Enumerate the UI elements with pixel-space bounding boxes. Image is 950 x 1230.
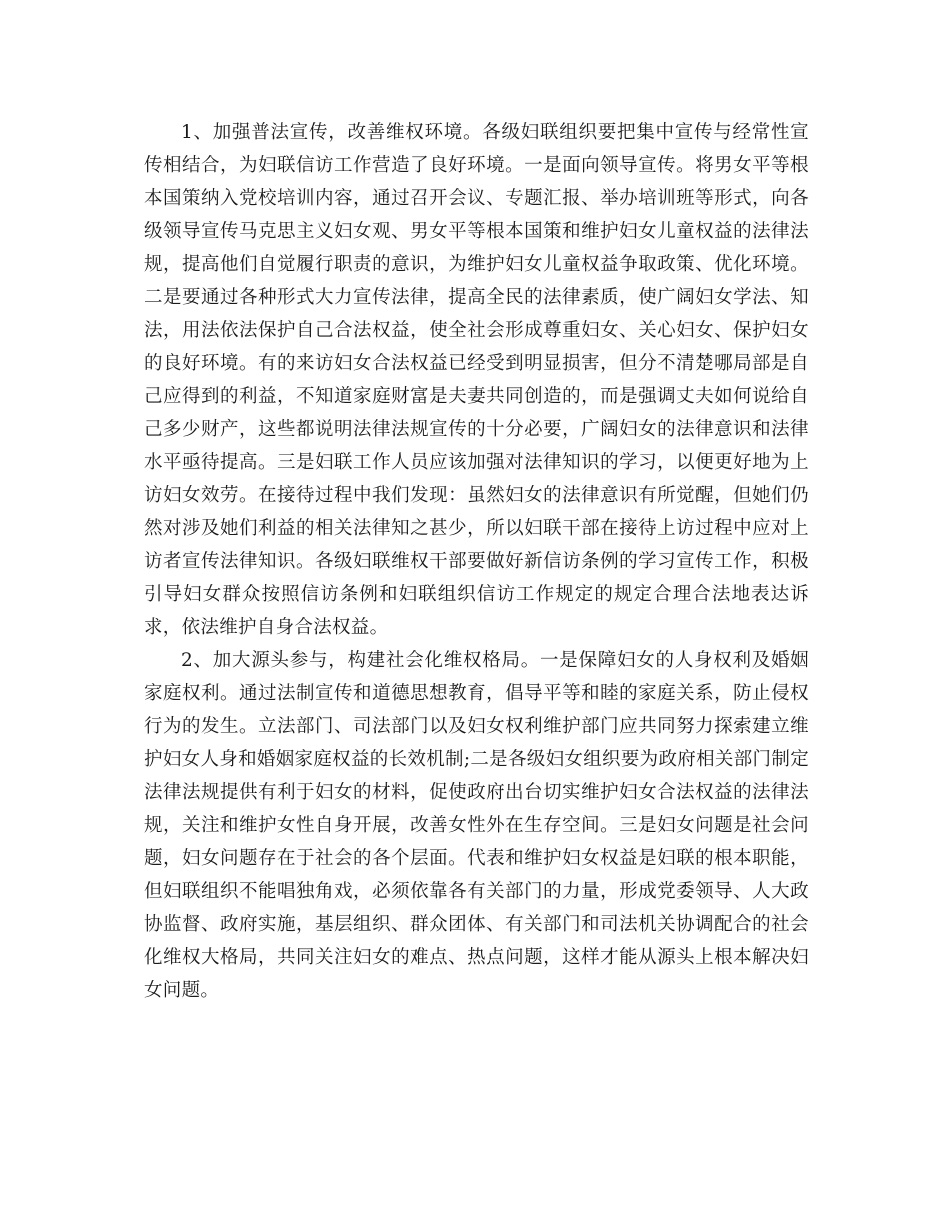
document-body [144, 116, 809, 1007]
paragraph-2: 2、加大源头参与，构建社会化维权格局。一是保障妇女的人身权利及婚姻家庭权利。通过法制宣传和道德思想教育，倡导平等和睦的家庭关系，防止侵权行为的发生。立法部门、司法部门以及妇女权利维护部门应共同努力探索建立维护妇女人身和婚姻家庭权益的长效机制;二是各级妇女组织要为政府相关部门制定法律法规提供有利于妇女的材料，促使政府出台切实维护妇女合法权益的法律法规，关注和维护女性自身开展，改善女性外在生存空间。三是妇女问题是社会问题，妇女问题存在于社会的各个层面。代表和维护妇女权益是妇联的根本职能，但妇联组织不能唱独角戏，必须依靠各有关部门的力量，形成党委领导、人大政协监督、政府实施，基层组织、群众团体、有关部门和司法机关协调配合的社会化维权大格局，共同关注妇女的难点、热点问题，这样才能从源头上根本解决妇女问题。 [144, 650, 809, 1001]
paragraph-1: 1、加强普法宣传，改善维权环境。各级妇联组织要把集中宣传与经常性宣传相结合，为妇联信访工作营造了良好环境。一是面向领导宣传。将男女平等根本国策纳入党校培训内容，通过召开会议、专题汇报、举办培训班等形式，向各级领导宣传马克思主义妇女观、男女平等根本国策和维护妇女儿童权益的法律法规，提高他们自觉履行职责的意识，为维护妇女儿童权益争取政策、优化环境。二是要通过各种形式大力宣传法律，提高全民的法律素质，使广阔妇女学法、知法，用法依法保护自己合法权益，使全社会形成尊重妇女、关心妇女、保护妇女的良好环境。有的来访妇女合法权益已经受到明显损害，但分不清楚哪局部是自己应得到的利益，不知道家庭财富是夫妻共同创造的，而是强调丈夫如何说给自己多少财产，这些都说明法律法规宣传的十分必要，广阔妇女的法律意识和法律水平亟待提高。三是妇联工作人员应该加强对法律知识的学习，以便更好地为上访妇女效劳。在接待过程中我们发现：虽然妇女的法律意识有所觉醒，但她们仍然对涉及她们利益的相关法律知之甚少，所以妇联干部在接待上访过程中应对上访者宣传法律知识。各级妇联维权干部要做好新信访条例的学习宣传工作，积极引导妇女群众按照信访条例和妇联组织信访工作规定的规定合理合法地表达诉求，依法维护自身合法权益。 [144, 122, 809, 638]
